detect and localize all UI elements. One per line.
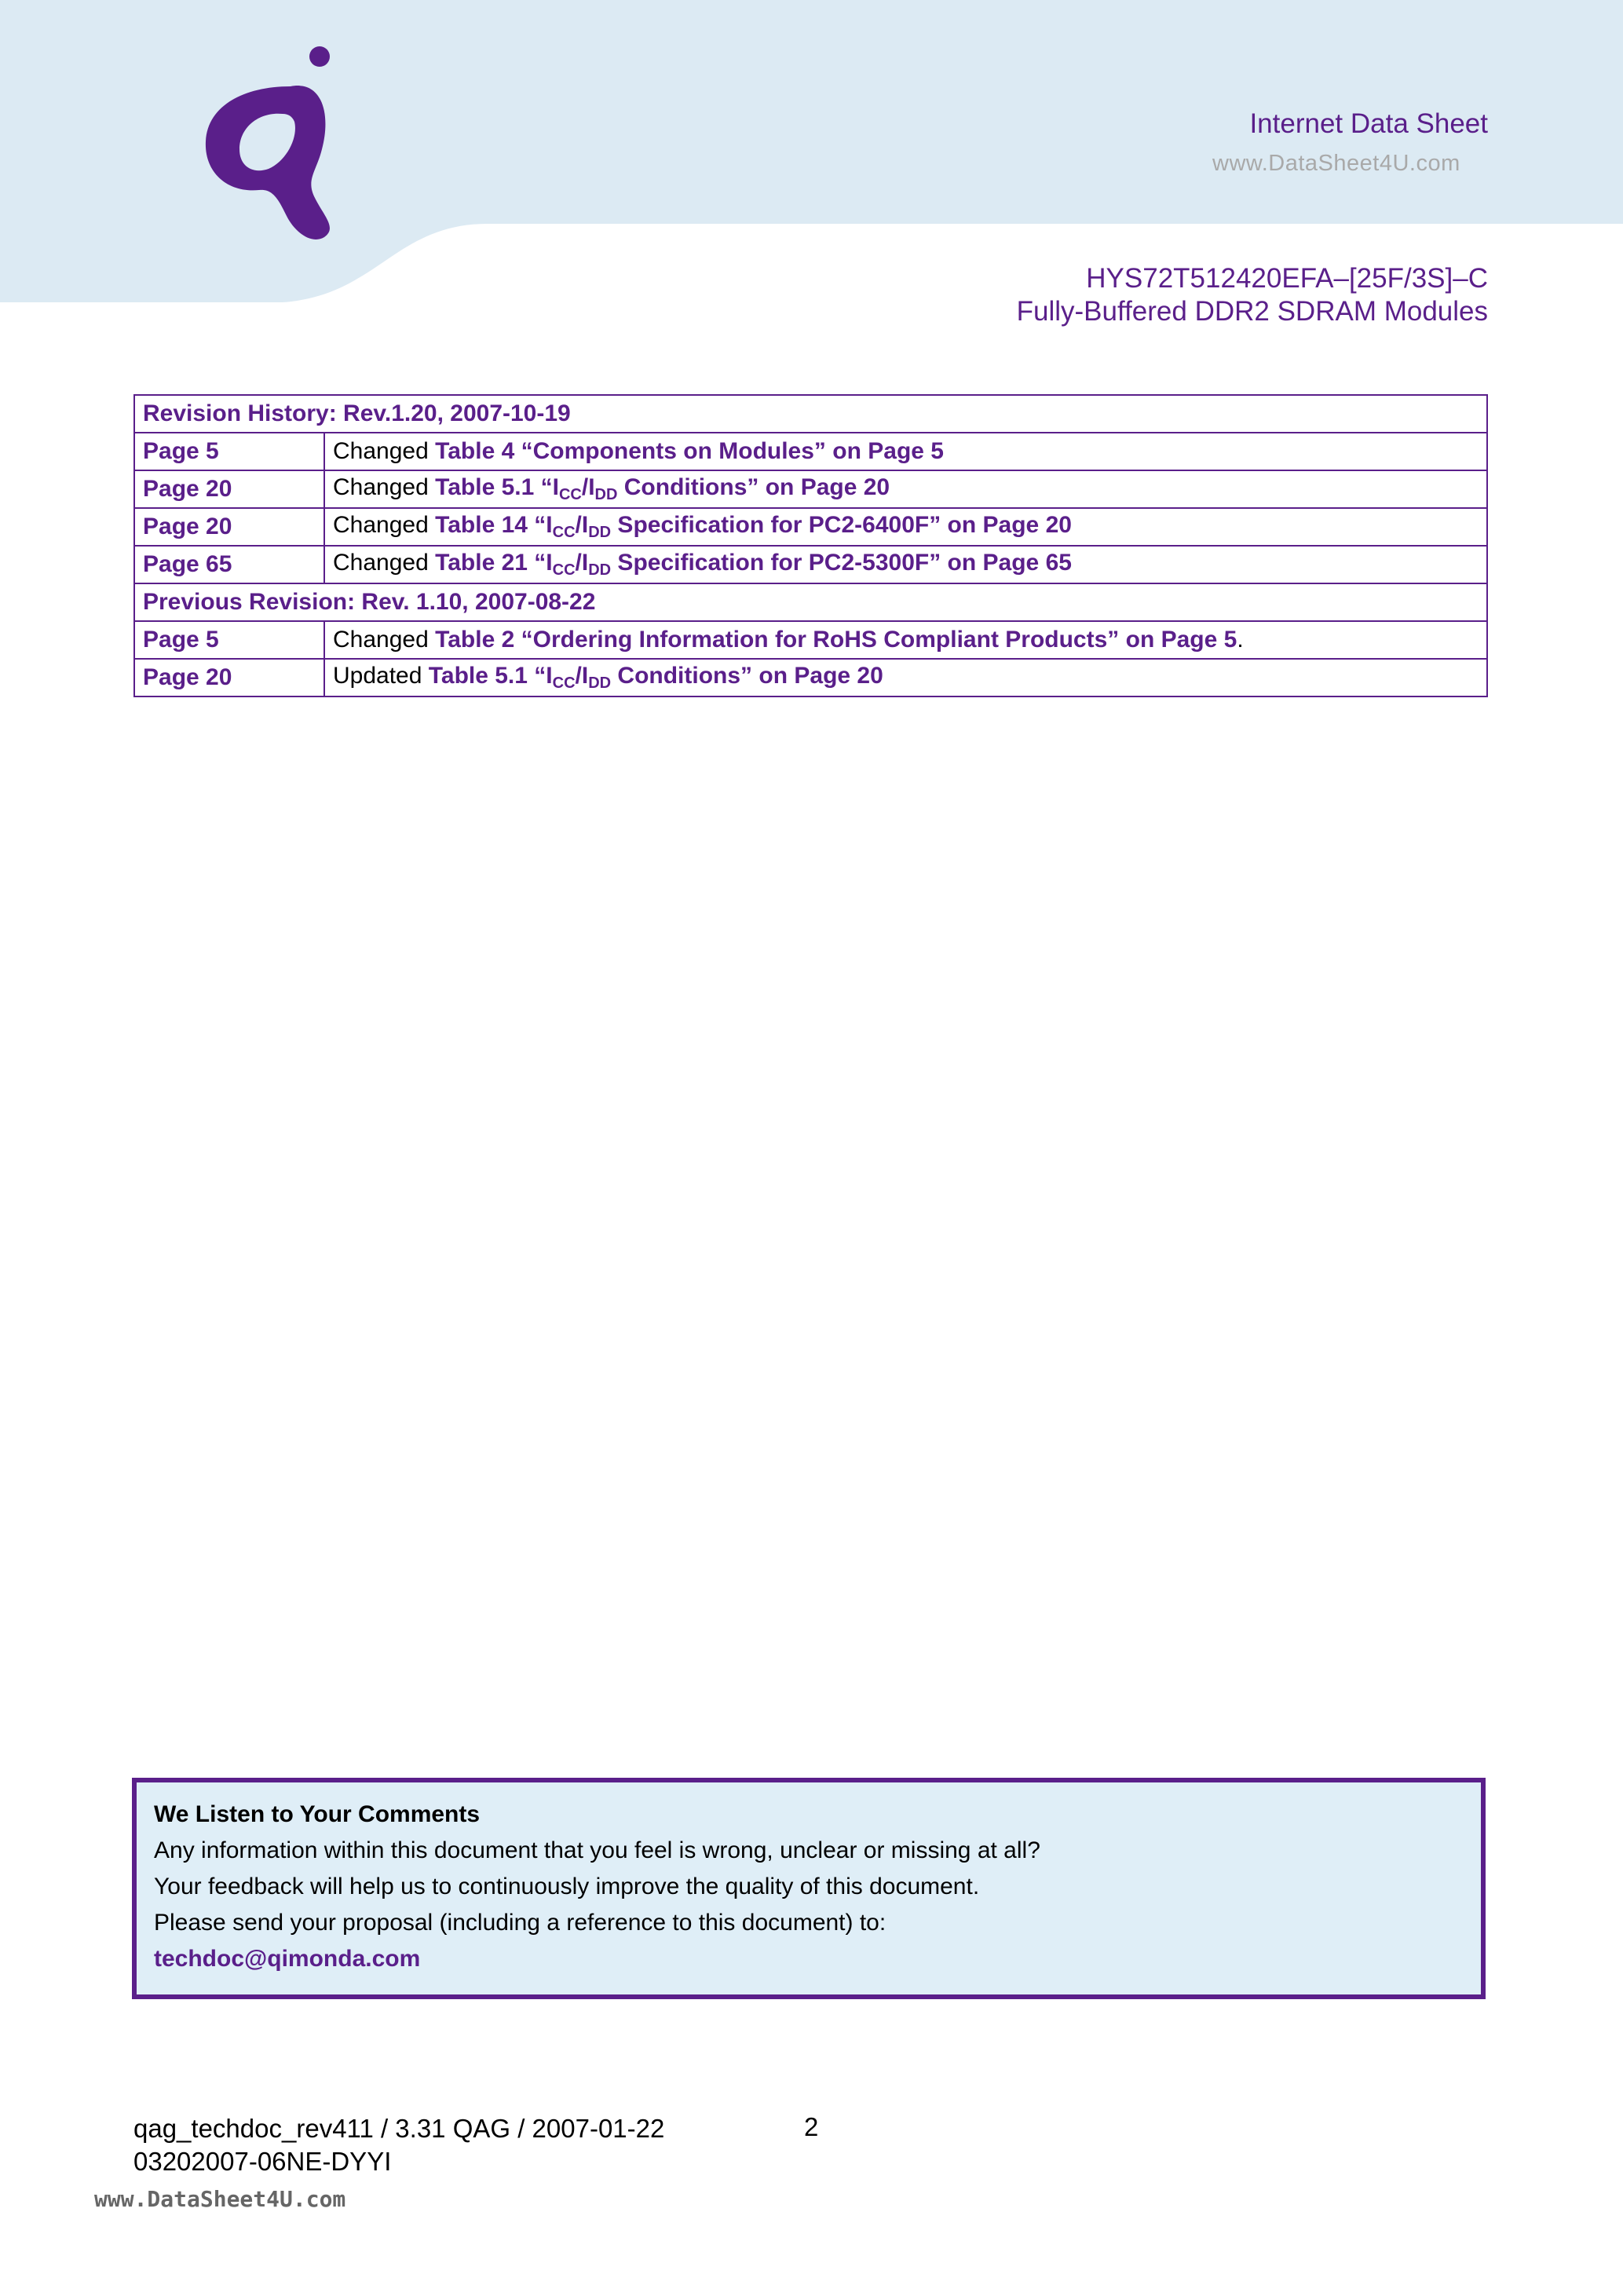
table-reference-link[interactable]: Table 5.1 “$I_{CC}/I_{DD}$ Conditions” on Page 20 xyxy=(435,474,890,503)
qimonda-logo-icon xyxy=(196,39,345,243)
feedback-text-1: Any information within this document that you feel is wrong, unclear or missing at all? xyxy=(154,1837,1040,1863)
table-row xyxy=(134,433,1487,470)
change-cell: Changed Table 5.1 “$I_{CC}/I_{DD}$ Conditions” on Page 20 xyxy=(324,470,1487,508)
document-type-label: Internet Data Sheet xyxy=(1249,108,1488,139)
table-reference-link[interactable]: Table 14 “$I_{CC}/I_{DD}$ Specification for PC2-6400F” on Page 20 xyxy=(435,512,1072,541)
table-row xyxy=(134,621,1487,659)
feedback-title: We Listen to Your Comments xyxy=(154,1801,481,1827)
change-cell: Changed Table 4 “Components on Modules” on Page 5 xyxy=(324,433,1487,470)
feedback-email-link[interactable]: techdoc@qimonda.com xyxy=(154,1946,421,1972)
watermark-link[interactable]: www.DataSheet4U.com xyxy=(1212,151,1460,176)
page-cell: Page 5 xyxy=(134,621,324,659)
current-revision-header: Revision History: Rev.1.20, 2007-10-19 xyxy=(134,395,1487,433)
page-number: 2 xyxy=(804,2112,819,2141)
feedback-text-3: Please send your proposal (including a reference to this document) to: xyxy=(154,1910,886,1936)
part-number: HYS72T512420EFA–[25F/3S]–C xyxy=(1086,263,1488,294)
footer-template-ref: qag_techdoc_rev411 / 3.31 QAG / 2007-01-22 xyxy=(133,2114,665,2143)
table-row xyxy=(134,546,1487,583)
footer-doc-number: 03202007-06NE-DYYI xyxy=(133,2147,392,2176)
footer-watermark-link[interactable]: www.DataSheet4U.com xyxy=(94,2186,346,2212)
footer-info xyxy=(133,2112,664,2178)
table-row xyxy=(134,583,1487,621)
table-row xyxy=(134,395,1487,433)
table-reference-link[interactable]: Table 4 “Components on Modules” on Page 5 xyxy=(435,438,944,464)
page-cell: Page 65 xyxy=(134,546,324,583)
page-cell: Page 20 xyxy=(134,470,324,508)
change-cell: Changed Table 21 “$I_{CC}/I_{DD}$ Specification for PC2-5300F” on Page 65 xyxy=(324,546,1487,583)
revision-history-table xyxy=(133,394,1488,697)
page-cell: Page 20 xyxy=(134,508,324,546)
page-cell: Page 5 xyxy=(134,433,324,470)
change-cell: Changed Table 2 “Ordering Information for RoHS Compliant Products” on Page 5. xyxy=(324,621,1487,659)
table-row xyxy=(134,470,1487,508)
change-cell: Updated Table 5.1 “$I_{CC}/I_{DD}$ Conditions” on Page 20 xyxy=(324,659,1487,696)
table-reference-link[interactable]: Table 5.1 “$I_{CC}/I_{DD}$ Conditions” on Page 20 xyxy=(428,663,883,692)
table-reference-link[interactable]: Table 21 “$I_{CC}/I_{DD}$ Specification for PC2-5300F” on Page 65 xyxy=(435,550,1072,579)
product-name: Fully-Buffered DDR2 SDRAM Modules xyxy=(1016,296,1488,327)
table-row xyxy=(134,659,1487,696)
table-reference-link[interactable]: Table 2 “Ordering Information for RoHS Compliant Products” on Page 5 xyxy=(435,627,1237,653)
feedback-box xyxy=(132,1778,1486,1999)
previous-revision-header: Previous Revision: Rev. 1.10, 2007-08-22 xyxy=(134,583,1487,621)
table-row xyxy=(134,508,1487,546)
page-cell: Page 20 xyxy=(134,659,324,696)
product-title-block xyxy=(1017,262,1488,328)
feedback-text-2: Your feedback will help us to continuously improve the quality of this document. xyxy=(154,1874,980,1899)
change-cell: Changed Table 14 “$I_{CC}/I_{DD}$ Specification for PC2-6400F” on Page 20 xyxy=(324,508,1487,546)
